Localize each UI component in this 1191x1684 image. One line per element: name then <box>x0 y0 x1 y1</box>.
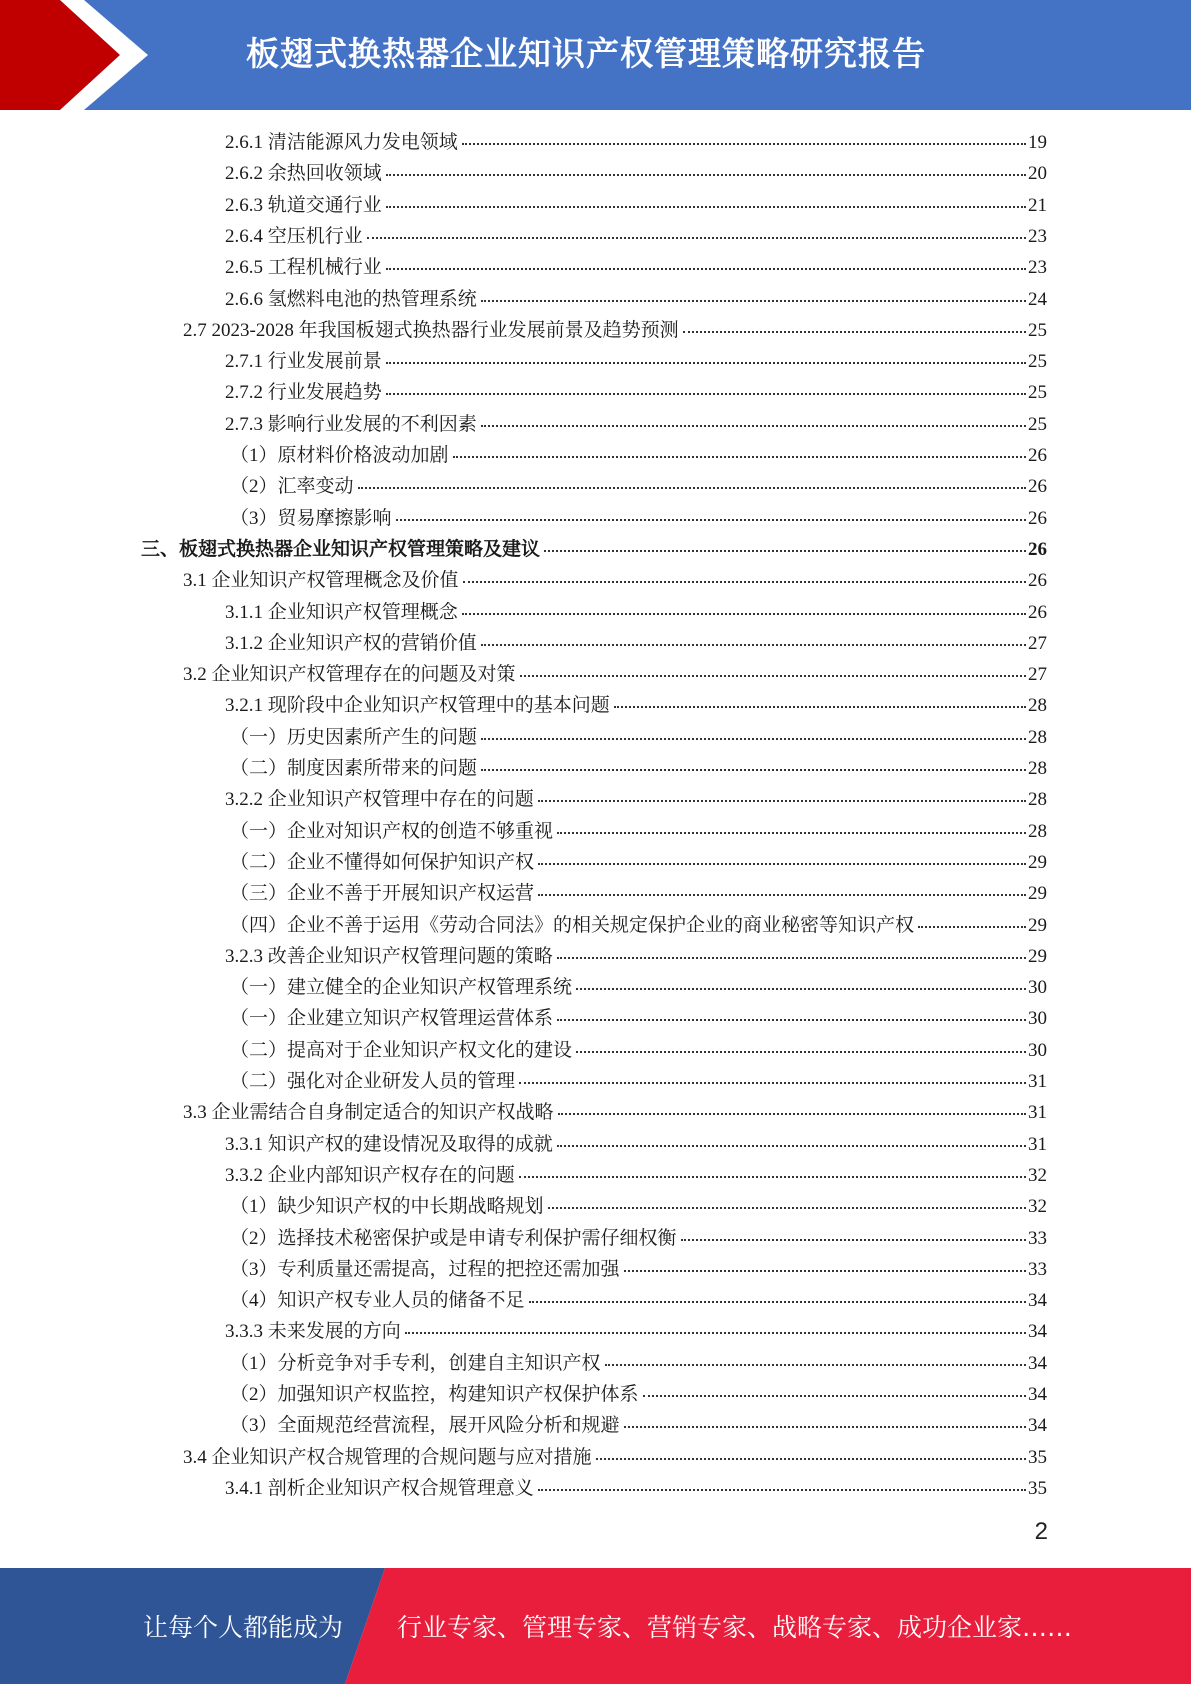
toc-entry-title: （3）专利质量还需提高，过程的把控还需加强 <box>230 1258 620 1280</box>
toc-entry-page: 31 <box>1028 1102 1047 1124</box>
toc-entry-title: 2.7 2023-2028 年我国板翅式换热器行业发展前景及趋势预测 <box>183 319 679 341</box>
toc-entry-title: （二）制度因素所带来的问题 <box>230 758 478 779</box>
toc-dot-leader <box>386 267 1026 270</box>
toc-entry-title: 3.2.2 企业知识产权管理中存在的问题 <box>225 789 534 811</box>
toc-entry-page: 25 <box>1028 351 1047 373</box>
toc-entry[interactable] <box>230 816 1047 847</box>
toc-entry-page: 26 <box>1028 507 1047 529</box>
toc-entry[interactable] <box>225 190 1047 221</box>
toc-dot-leader <box>596 1457 1026 1460</box>
toc-entry-page: 19 <box>1028 132 1047 153</box>
toc-entry-page: 27 <box>1028 632 1047 654</box>
toc-dot-leader <box>681 1238 1026 1241</box>
toc-entry[interactable] <box>225 690 1047 721</box>
toc-entry-title: （二）提高对于企业知识产权文化的建设 <box>230 1039 573 1061</box>
toc-entry-title: （2）加强知识产权监控，构建知识产权保护体系 <box>230 1384 639 1405</box>
toc-entry-page: 27 <box>1028 664 1047 686</box>
toc-entry-page: 33 <box>1028 1258 1047 1280</box>
toc-entry-page: 25 <box>1028 413 1047 435</box>
toc-entry-title: （4）知识产权专业人员的储备不足 <box>230 1290 525 1312</box>
toc-entry-page: 32 <box>1028 1196 1047 1218</box>
toc-entry-page: 34 <box>1028 1384 1047 1405</box>
toc-entry[interactable] <box>230 1285 1047 1316</box>
toc-entry[interactable] <box>225 409 1047 440</box>
toc-entry[interactable] <box>225 1316 1047 1347</box>
toc-entry-page: 34 <box>1028 1415 1047 1437</box>
toc-entry[interactable] <box>230 1003 1047 1034</box>
toc-entry[interactable] <box>230 753 1047 784</box>
toc-entry-title: （二）强化对企业研发人员的管理 <box>230 1071 516 1092</box>
toc-dot-leader <box>529 1300 1026 1303</box>
toc-entry-page: 28 <box>1028 695 1047 717</box>
toc-entry-page: 35 <box>1028 1477 1047 1499</box>
toc-entry-title: 三、板翅式换热器企业知识产权管理策略及建议 <box>141 538 541 560</box>
toc-dot-leader <box>548 1206 1026 1209</box>
toc-entry[interactable] <box>230 1348 1047 1379</box>
toc-entry-page: 24 <box>1028 288 1047 310</box>
toc-dot-leader <box>557 831 1026 834</box>
document-title: 板翅式换热器企业知识产权管理策略研究报告 <box>246 34 926 73</box>
toc-entry[interactable] <box>183 1442 1047 1473</box>
toc-entry[interactable] <box>230 1254 1047 1285</box>
toc-entry-title: 2.7.1 行业发展前景 <box>225 351 382 373</box>
toc-entry-title: 3.1.2 企业知识产权的营销价值 <box>225 632 477 654</box>
toc-entry[interactable] <box>183 659 1047 690</box>
toc-entry-page: 34 <box>1028 1352 1047 1374</box>
toc-entry-title: 3.3 企业需结合自身制定适合的知识产权战略 <box>183 1102 554 1124</box>
toc-dot-leader <box>544 549 1026 552</box>
toc-entry-title: （3）全面规范经营流程，展开风险分析和规避 <box>230 1415 620 1437</box>
toc-entry[interactable] <box>225 252 1047 283</box>
toc-entry[interactable] <box>141 534 1047 565</box>
toc-dot-leader <box>643 1394 1026 1397</box>
toc-entry-page: 29 <box>1028 914 1047 936</box>
toc-dot-leader <box>396 518 1026 521</box>
toc-entry[interactable] <box>225 1473 1047 1504</box>
toc-entry-page: 29 <box>1028 945 1047 967</box>
toc-entry-title: （二）企业不懂得如何保护知识产权 <box>230 851 535 873</box>
toc-entry[interactable] <box>225 784 1047 815</box>
toc-dot-leader <box>624 1425 1026 1428</box>
toc-entry-title: 3.3.2 企业内部知识产权存在的问题 <box>225 1164 515 1186</box>
toc-entry-page: 25 <box>1028 382 1047 404</box>
footer-slogan-left: 让每个人都能成为 <box>143 1613 344 1642</box>
toc-dot-leader <box>367 236 1026 239</box>
toc-entry-page: 31 <box>1028 1133 1047 1155</box>
toc-entry[interactable] <box>230 503 1047 534</box>
toc-dot-leader <box>358 486 1026 489</box>
toc-entry-page: 30 <box>1028 977 1047 999</box>
toc-dot-leader <box>462 142 1026 145</box>
toc-entry-page: 28 <box>1028 820 1047 842</box>
toc-entry-title: 2.7.3 影响行业发展的不利因素 <box>225 413 477 435</box>
toc-entry-title: 2.6.2 余热回收领域 <box>225 163 382 185</box>
toc-entry-title: （2）选择技术秘密保护或是申请专利保护需仔细权衡 <box>230 1227 677 1249</box>
toc-entry[interactable] <box>230 1379 1047 1410</box>
toc-entry[interactable] <box>225 628 1047 659</box>
toc-entry-page: 26 <box>1028 570 1047 592</box>
toc-dot-leader <box>481 424 1026 427</box>
toc-entry[interactable] <box>230 878 1047 909</box>
toc-entry-title: （一）企业对知识产权的创造不够重视 <box>230 820 554 842</box>
toc-dot-leader <box>557 1144 1026 1147</box>
toc-entry-title: （三）企业不善于开展知识产权运营 <box>230 883 535 905</box>
toc-entry-title: 2.6.4 空压机行业 <box>225 225 363 247</box>
toc-entry[interactable] <box>183 1097 1047 1128</box>
toc-entry-title: （一）企业建立知识产权管理运营体系 <box>230 1008 554 1030</box>
toc-entry-title: 3.1 企业知识产权管理概念及价值 <box>183 570 459 592</box>
toc-dot-leader <box>386 205 1026 208</box>
toc-entry-title: 2.6.1 清洁能源风力发电领域 <box>225 132 458 153</box>
toc-dot-leader <box>453 455 1026 458</box>
toc-entry-page: 29 <box>1028 883 1047 905</box>
toc-entry[interactable] <box>225 941 1047 972</box>
toc-entry-page: 26 <box>1028 476 1047 498</box>
toc-dot-leader <box>463 580 1026 583</box>
page-number: 2 <box>1034 1518 1048 1545</box>
toc-entry-page: 32 <box>1028 1164 1047 1186</box>
toc-entry[interactable] <box>183 315 1047 346</box>
toc-dot-leader <box>557 1018 1026 1021</box>
toc-entry-title: （一）建立健全的企业知识产权管理系统 <box>230 977 573 999</box>
toc-entry[interactable] <box>230 1223 1047 1254</box>
toc-entry-page: 31 <box>1028 1071 1047 1092</box>
toc-entry-page: 33 <box>1028 1227 1047 1249</box>
toc-entry-title: 3.2.3 改善企业知识产权管理问题的策略 <box>225 945 553 967</box>
toc-entry-title: （2）汇率变动 <box>230 476 354 498</box>
toc-entry-page: 30 <box>1028 1039 1047 1061</box>
toc-dot-leader <box>558 1112 1026 1115</box>
toc-dot-leader <box>462 612 1026 615</box>
page-footer <box>0 1568 1191 1684</box>
toc-entry-page: 26 <box>1028 538 1047 560</box>
toc-dot-leader <box>386 361 1026 364</box>
toc-entry-title: 3.4 企业知识产权合规管理的合规问题与应对措施 <box>183 1446 592 1468</box>
toc-entry[interactable] <box>225 284 1047 315</box>
toc-entry-title: （1）缺少知识产权的中长期战略规划 <box>230 1196 544 1218</box>
toc-dot-leader <box>624 1269 1026 1272</box>
toc-dot-leader <box>386 392 1026 395</box>
toc-dot-leader <box>519 1175 1026 1178</box>
toc-entry-title: 2.7.2 行业发展趋势 <box>225 382 382 404</box>
toc-entry-title: 3.1.1 企业知识产权管理概念 <box>225 601 458 623</box>
toc-entry[interactable] <box>230 847 1047 878</box>
toc-dot-leader <box>538 1488 1026 1491</box>
toc-entry[interactable] <box>183 565 1047 596</box>
toc-entry-title: （3）贸易摩擦影响 <box>230 507 392 529</box>
toc-dot-leader <box>481 768 1026 771</box>
toc-entry-title: （1）原材料价格波动加剧 <box>230 445 449 466</box>
toc-entry[interactable] <box>230 910 1047 941</box>
toc-entry-title: 2.6.6 氢燃料电池的热管理系统 <box>225 288 477 310</box>
toc-entry[interactable] <box>230 972 1047 1003</box>
toc-entry[interactable] <box>230 1191 1047 1222</box>
toc-dot-leader <box>605 1363 1026 1366</box>
toc-dot-leader <box>481 737 1026 740</box>
toc-entry[interactable] <box>225 1160 1047 1191</box>
toc-entry[interactable] <box>225 221 1047 252</box>
toc-dot-leader <box>538 893 1026 896</box>
toc-dot-leader <box>614 705 1026 708</box>
toc-entry-title: 3.3.3 未来发展的方向 <box>225 1321 401 1343</box>
toc-entry-page: 34 <box>1028 1321 1047 1343</box>
toc-entry-title: （1）分析竞争对手专利，创建自主知识产权 <box>230 1352 601 1374</box>
toc-entry-page: 26 <box>1028 601 1047 623</box>
toc-entry-title: （四）企业不善于运用《劳动合同法》的相关规定保护企业的商业秘密等知识产权 <box>230 914 915 936</box>
toc-entry-page: 23 <box>1028 257 1047 279</box>
toc-entry[interactable] <box>230 440 1047 471</box>
footer-slogan-right: 行业专家、管理专家、营销专家、战略专家、成功企业家…… <box>397 1613 1073 1642</box>
toc-dot-leader <box>918 925 1026 928</box>
toc-dot-leader <box>386 173 1026 176</box>
toc-entry-page: 25 <box>1028 319 1047 341</box>
toc-dot-leader <box>520 674 1026 677</box>
toc-entry[interactable] <box>225 597 1047 628</box>
toc-entry[interactable] <box>225 346 1047 377</box>
toc-entry-page: 28 <box>1028 789 1047 811</box>
toc-dot-leader <box>481 299 1026 302</box>
toc-entry-page: 34 <box>1028 1290 1047 1312</box>
toc-dot-leader <box>481 643 1026 646</box>
toc-entry[interactable] <box>230 1410 1047 1441</box>
toc-dot-leader <box>576 987 1026 990</box>
toc-dot-leader <box>405 1331 1026 1334</box>
toc-dot-leader <box>576 1050 1026 1053</box>
toc-dot-leader <box>538 799 1026 802</box>
toc-dot-leader <box>538 862 1026 865</box>
toc-entry[interactable] <box>230 1066 1047 1097</box>
toc-entry[interactable] <box>225 1129 1047 1160</box>
toc-entry-page: 23 <box>1028 225 1047 247</box>
toc-entry[interactable] <box>225 158 1047 189</box>
toc-dot-leader <box>557 956 1026 959</box>
toc-entry-title: 2.6.5 工程机械行业 <box>225 257 382 279</box>
toc-entry-page: 28 <box>1028 726 1047 748</box>
toc-entry-page: 35 <box>1028 1446 1047 1468</box>
toc-dot-leader <box>519 1081 1026 1084</box>
toc-entry-title: 2.6.3 轨道交通行业 <box>225 194 382 216</box>
toc-entry-page: 26 <box>1028 445 1047 466</box>
toc-entry-page: 30 <box>1028 1008 1047 1030</box>
toc-entry[interactable] <box>230 471 1047 502</box>
page-header <box>0 0 1191 110</box>
toc-entry-title: （一）历史因素所产生的问题 <box>230 726 478 748</box>
toc-entry[interactable] <box>225 377 1047 408</box>
toc-entry-title: 3.3.1 知识产权的建设情况及取得的成就 <box>225 1133 553 1155</box>
toc-entry[interactable] <box>230 722 1047 753</box>
toc-entry-page: 21 <box>1028 194 1047 216</box>
toc-entry-page: 20 <box>1028 163 1047 185</box>
toc-entry[interactable] <box>230 1035 1047 1066</box>
toc-entry-title: 3.4.1 剖析企业知识产权合规管理意义 <box>225 1477 534 1499</box>
toc-entry-page: 28 <box>1028 758 1047 779</box>
toc-entry[interactable] <box>225 127 1047 158</box>
toc-entry-title: 3.2.1 现阶段中企业知识产权管理中的基本问题 <box>225 695 610 717</box>
toc-entry-page: 29 <box>1028 851 1047 873</box>
toc-entry-title: 3.2 企业知识产权管理存在的问题及对策 <box>183 664 516 686</box>
toc-dot-leader <box>683 330 1026 333</box>
